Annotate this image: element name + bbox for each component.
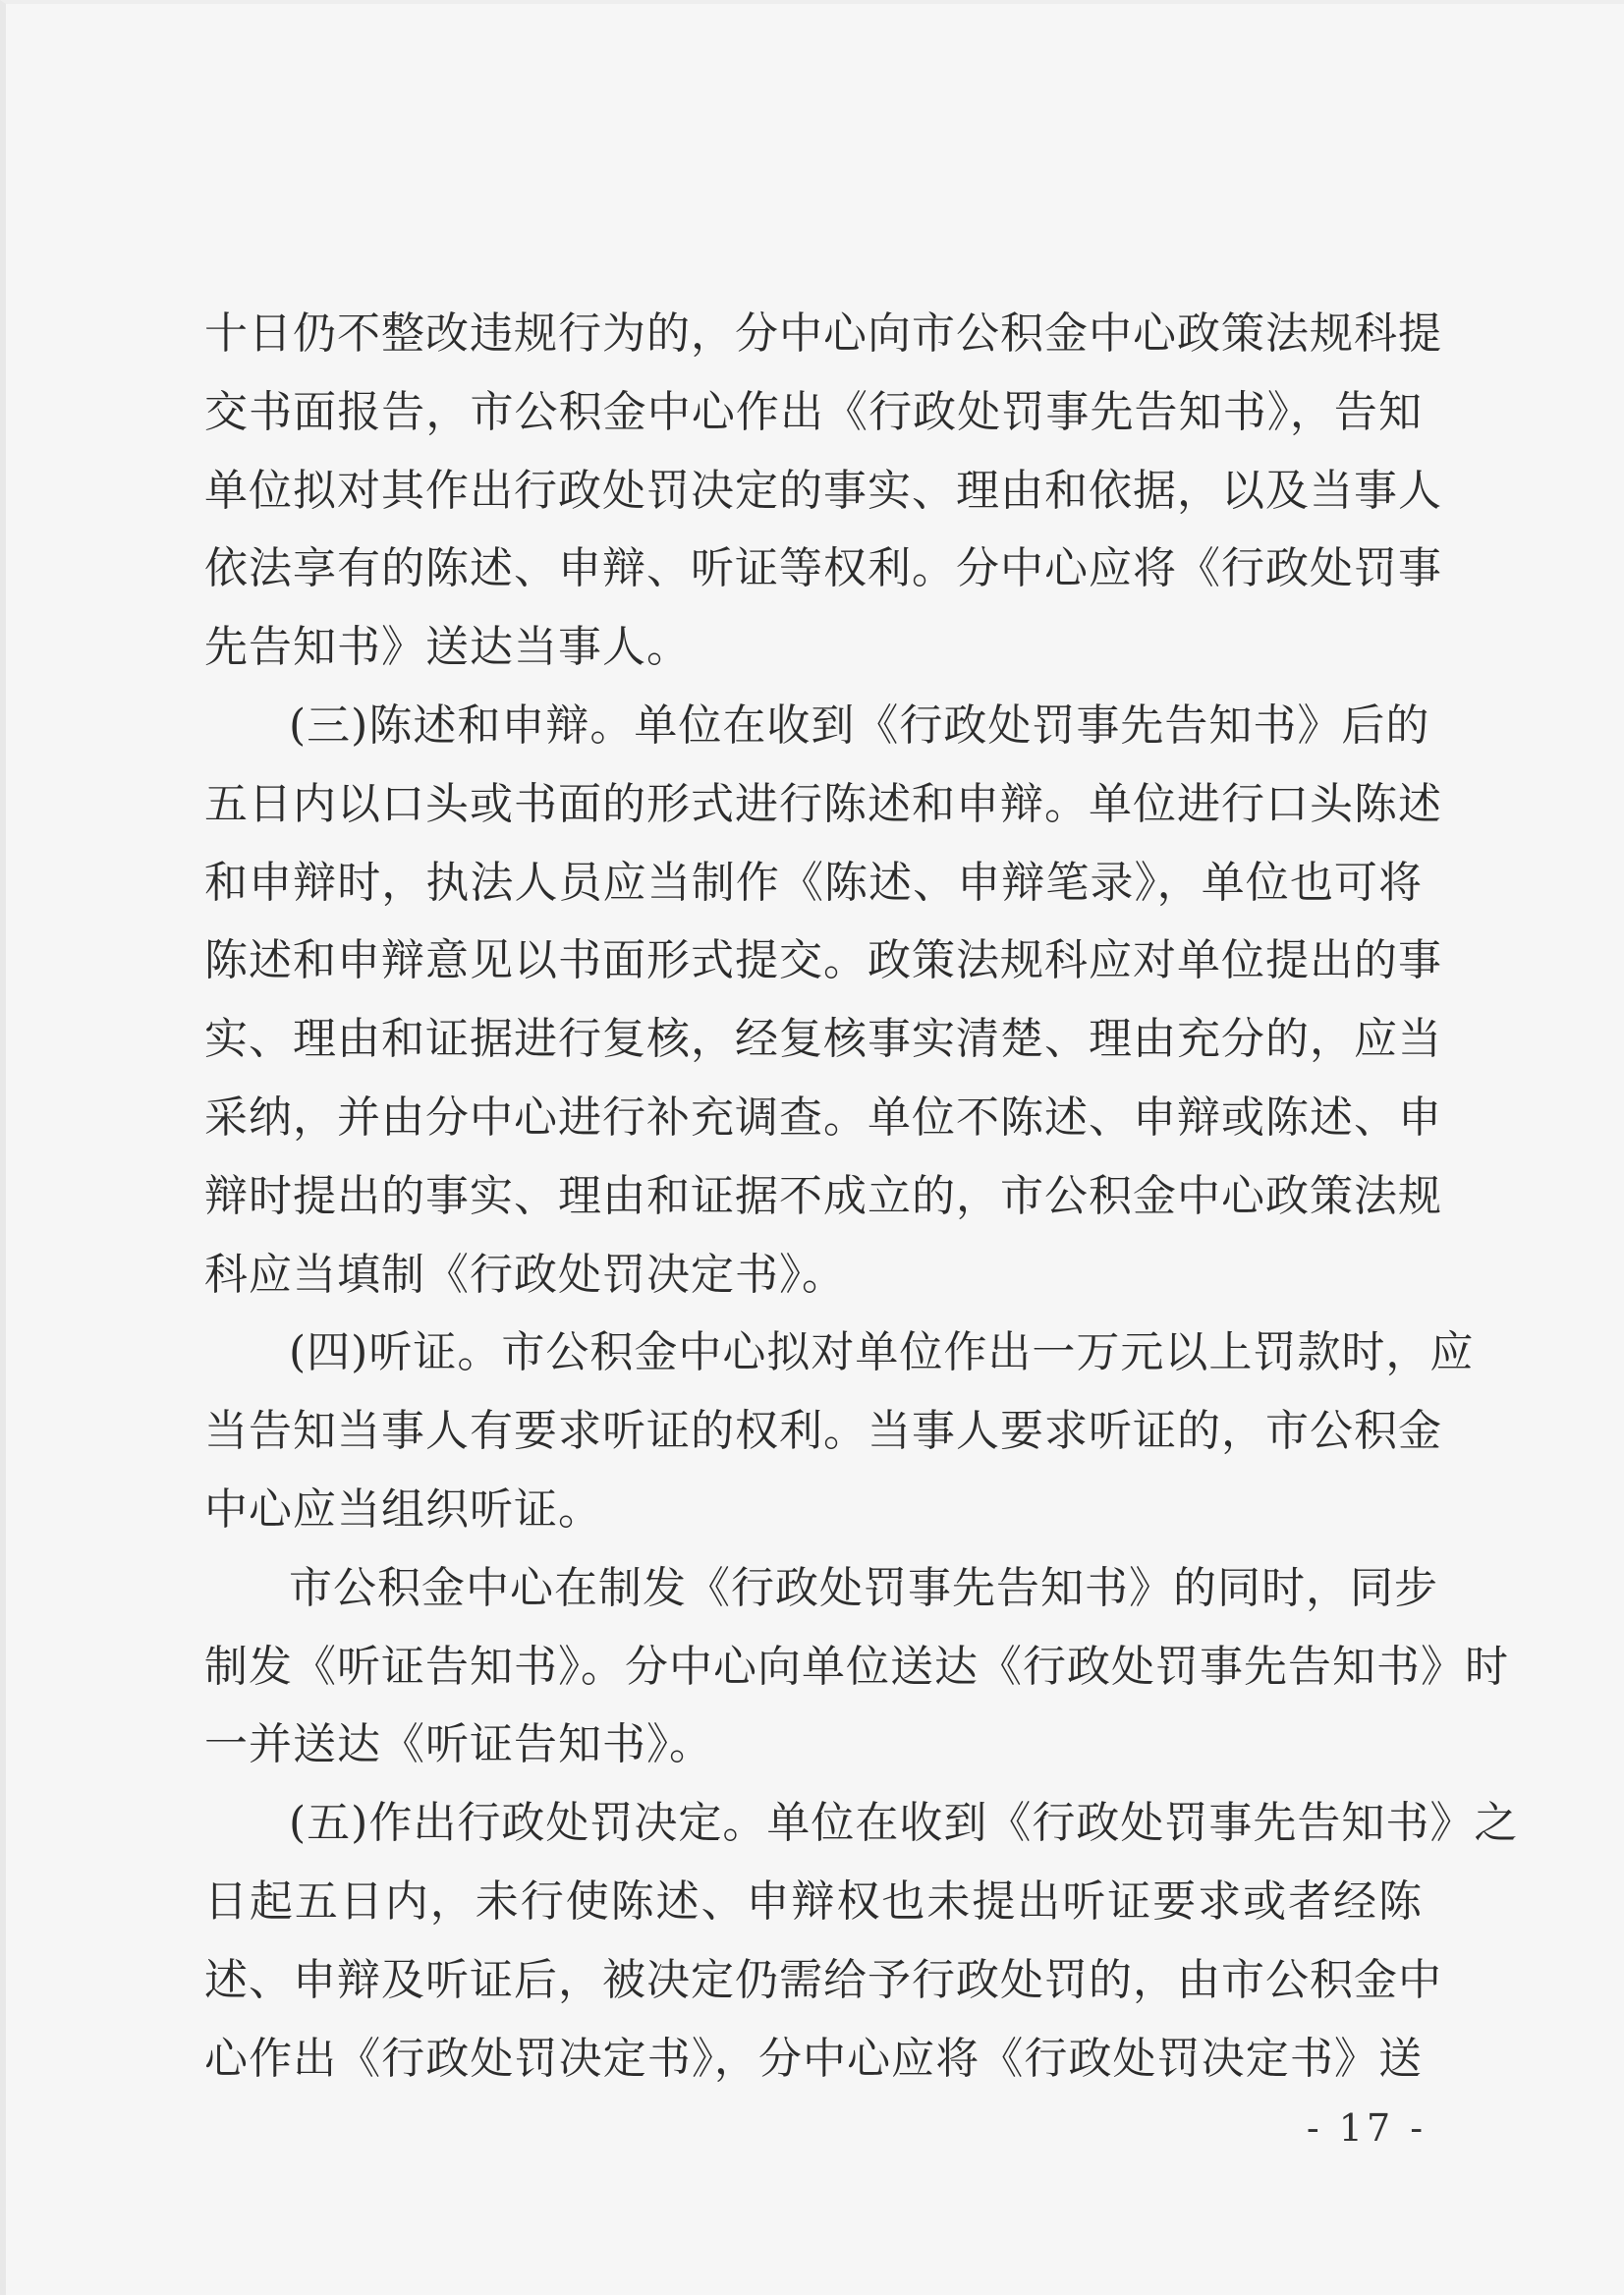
text-line: 当告知当事人有要求听证的权利。当事人要求听证的，市公积金	[204, 1406, 1442, 1457]
text-line: 和申辩时，执法人员应当制作《陈述、申辩笔录》，单位也可将	[204, 857, 1423, 908]
paragraph-heading-5: (五)作出行政处罚决定。单位在收到《行政处罚事先告知书》之	[289, 1798, 1519, 1849]
text-line: 采纳，并由分中心进行补充调查。单位不陈述、申辩或陈述、申	[204, 1092, 1442, 1143]
paragraph-heading-3: (三)陈述和申辩。单位在收到《行政处罚事先告知书》后的	[289, 700, 1430, 751]
text-line: 中心应当组织听证。	[204, 1483, 602, 1535]
text-line: 日起五日内，未行使陈述、申辩权也未提出听证要求或者经陈	[204, 1875, 1423, 1927]
paragraph-heading-4: (四)听证。市公积金中心拟对单位作出一万元以上罚款时，应	[289, 1327, 1475, 1378]
text-line: 心作出《行政处罚决定书》，分中心应将《行政处罚决定书》送	[204, 2033, 1423, 2084]
text-line: 实、理由和证据进行复核，经复核事实清楚、理由充分的，应当	[204, 1014, 1442, 1065]
text-line: 陈述和申辩意见以书面形式提交。政策法规科应对单位提出的事	[204, 935, 1442, 986]
text-line: 科应当填制《行政处罚决定书》。	[204, 1249, 846, 1300]
text-line: 述、申辩及听证后，被决定仍需给予行政处罚的，由市公积金中	[204, 1954, 1442, 2005]
text-line: 依法享有的陈述、申辩、听证等权利。分中心应将《行政处罚事	[204, 543, 1442, 594]
text-line: 单位拟对其作出行政处罚决定的事实、理由和依据，以及当事人	[204, 465, 1442, 516]
text-line: 辩时提出的事实、理由和证据不成立的，市公积金中心政策法规	[204, 1170, 1442, 1221]
text-line: 一并送达《听证告知书》。	[204, 1719, 713, 1770]
text-line: 交书面报告，市公积金中心作出《行政处罚事先告知书》，告知	[204, 386, 1423, 437]
page-number: - 17 -	[1306, 2106, 1428, 2150]
text-line: 市公积金中心在制发《行政处罚事先告知书》的同时，同步	[289, 1562, 1438, 1613]
text-line: 先告知书》送达当事人。	[204, 622, 691, 673]
text-line: 制发《听证告知书》。分中心向单位送达《行政处罚事先告知书》时	[204, 1641, 1509, 1692]
text-line: 五日内以口头或书面的形式进行陈述和申辩。单位进行口头陈述	[204, 778, 1442, 829]
text-line: 十日仍不整改违规行为的，分中心向市公积金中心政策法规科提	[204, 308, 1442, 359]
body-text	[204, 295, 1519, 2098]
